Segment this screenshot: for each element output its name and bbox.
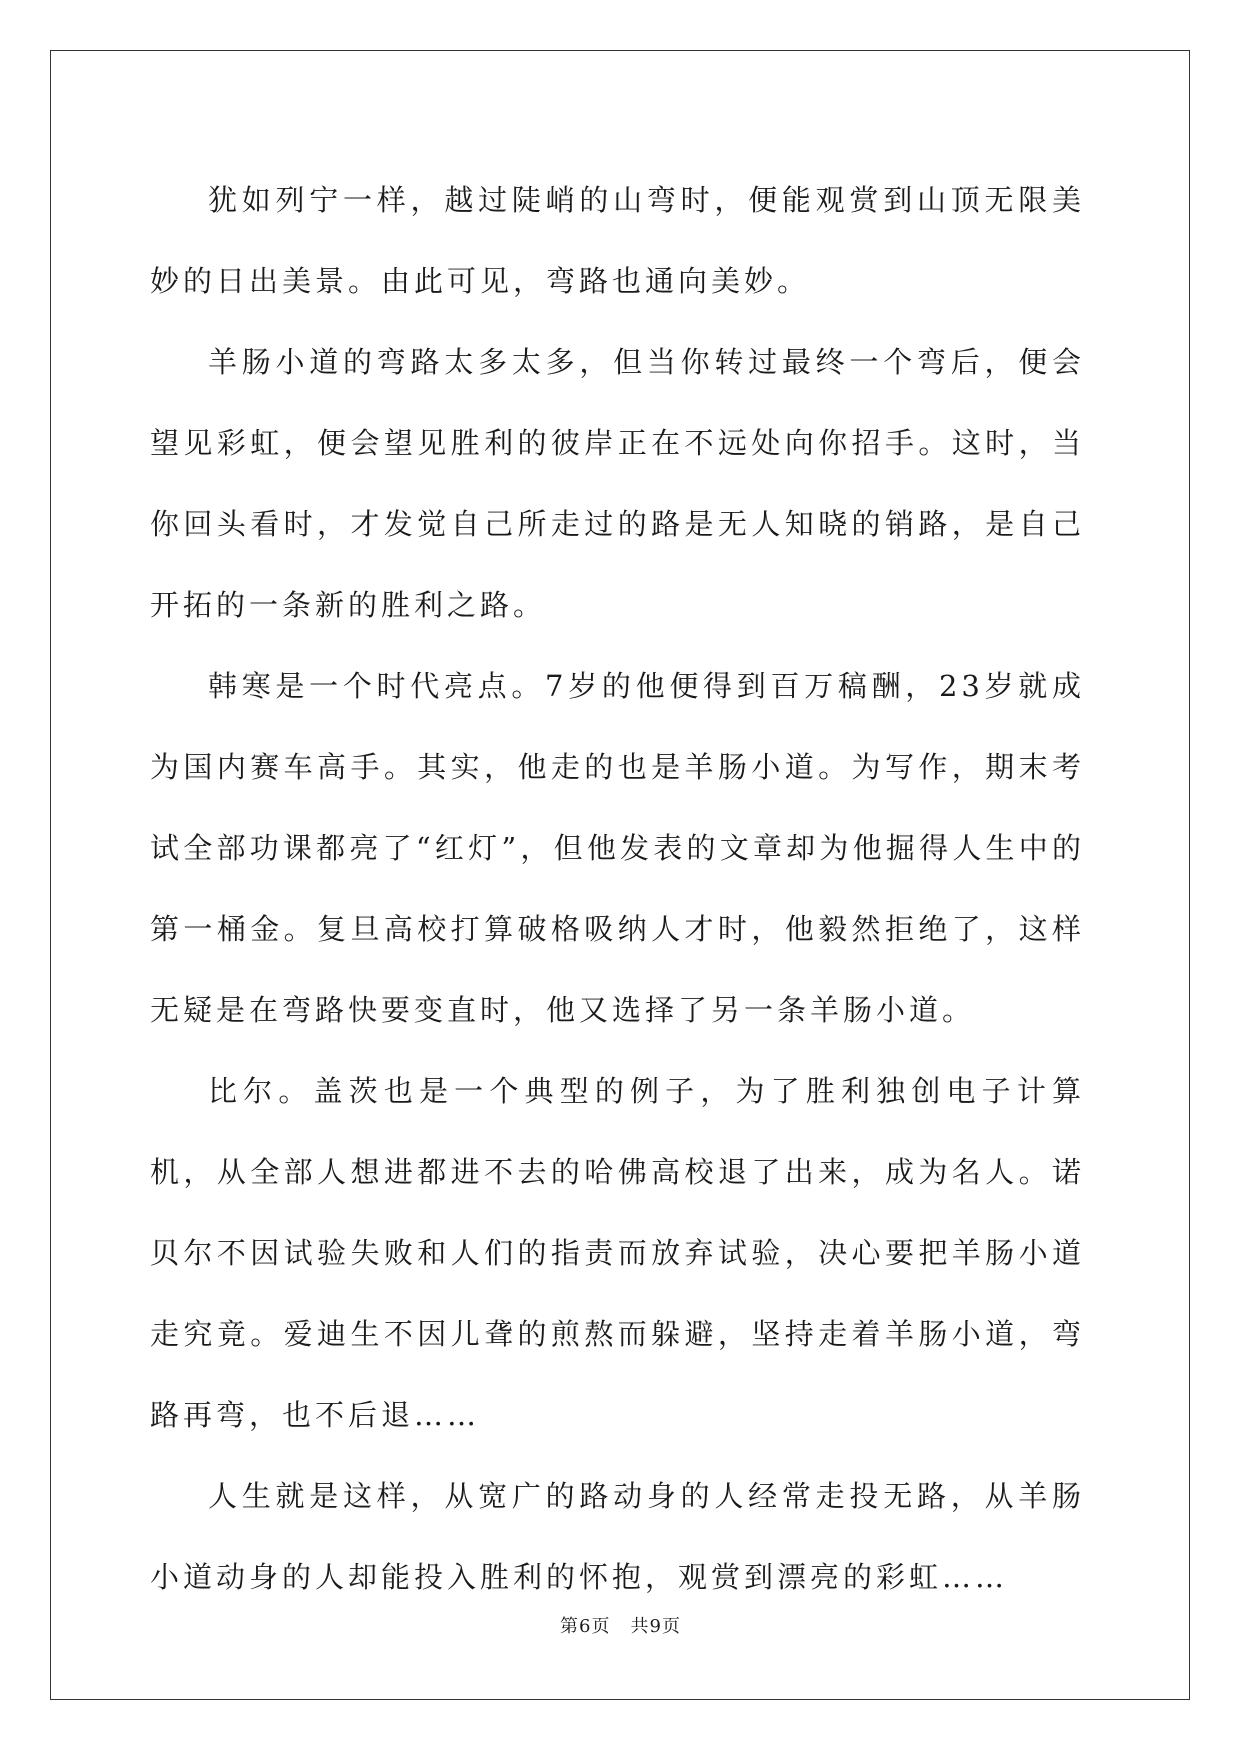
page-number: 第6页 — [560, 1616, 611, 1637]
document-body — [150, 160, 1085, 1618]
paragraph: 羊肠小道的弯路太多太多，但当你转过最终一个弯后，便会望见彩虹，便会望见胜利的彼岸正在不远处向你招手。这时，当你回头看时，才发觉自己所走过的路是无人知晓的销路，是自己开拓的一条新的胜利之路。 — [150, 345, 1085, 622]
paragraph: 犹如列宁一样，越过陡峭的山弯时，便能观赏到山顶无限美妙的日出美景。由此可见，弯路也通向美妙。 — [150, 183, 1085, 298]
paragraph: 韩寒是一个时代亮点。7岁的他便得到百万稿酬，23岁就成为国内赛车高手。其实，他走的也是羊肠小道。为写作，期末考试全部功课都亮了“红灯”，但他发表的文章却为他掘得人生中的第一桶金。复旦高校打算破格吸纳人才时，他毅然拒绝了，这样无疑是在弯路快要变直时，他又选择了另一条羊肠小道。 — [150, 669, 1085, 1027]
paragraph: 人生就是这样，从宽广的路动身的人经常走投无路，从羊肠小道动身的人却能投入胜利的怀抱，观赏到漂亮的彩虹…… — [150, 1479, 1085, 1594]
paragraph: 比尔。盖茨也是一个典型的例子，为了胜利独创电子计算机，从全部人想进都进不去的哈佛高校退了出来，成为名人。诺贝尔不因试验失败和人们的指责而放弃试验，决心要把羊肠小道走究竟。爱迪生不因儿聋的煎熬而躲避，坚持走着羊肠小道，弯路再弯，也不后退…… — [150, 1074, 1085, 1432]
page-total: 共9页 — [630, 1616, 681, 1637]
page-footer — [0, 1612, 1241, 1638]
